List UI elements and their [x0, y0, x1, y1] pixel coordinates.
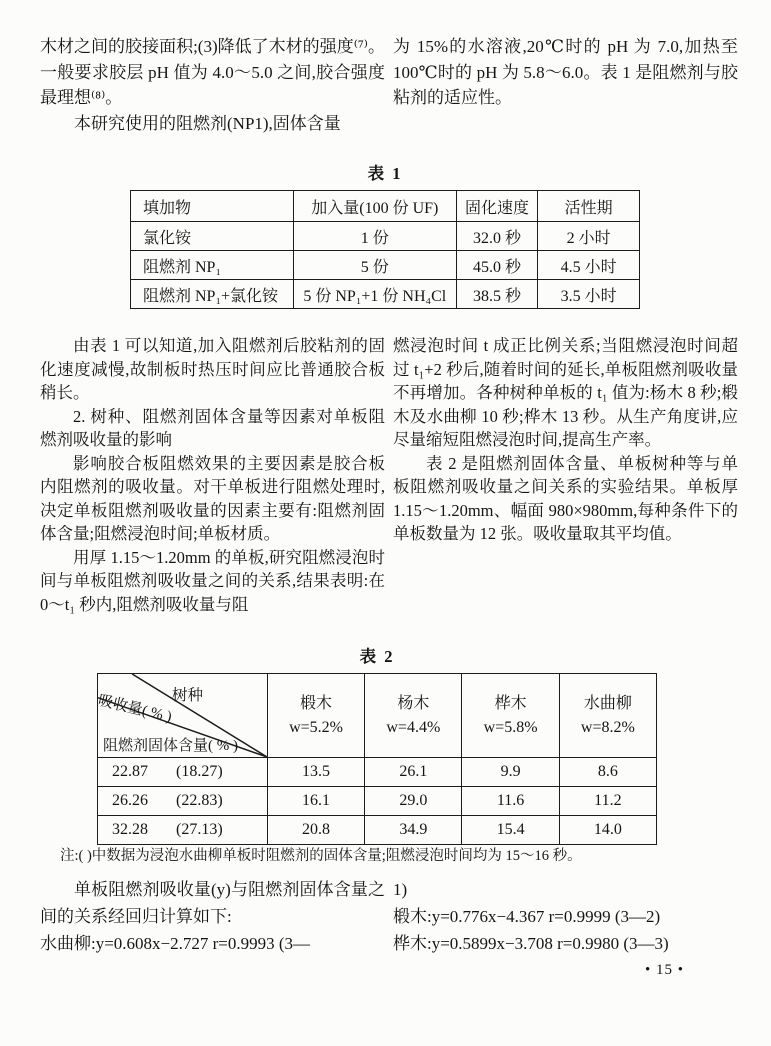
- top-right-column: [393, 34, 738, 136]
- table-cell: 34.9: [365, 816, 462, 845]
- corner-label-absorption: 吸收量( % ): [96, 692, 174, 726]
- table-cell: 阻燃剂 NP₁+氯化铵: [131, 280, 294, 309]
- paragraph-table2-intro: 表 2 是阻燃剂固体含量、单板树种等与单板阻燃剂吸收量之间关系的实验结果。单板厚 1.15～1.20mm、幅面 980×980mm,每种条件下的单板数量为 12 张。吸收量取其平均值。: [393, 453, 738, 543]
- table-cell: 14.0: [559, 816, 656, 845]
- corner-label-solid-content: 阻燃剂固体含量( % ): [103, 738, 238, 754]
- table-2-header-poplar: [365, 674, 462, 758]
- table-cell: 26.1: [365, 758, 462, 787]
- bottom-right-column: [393, 876, 738, 957]
- section-heading-2: 2. 树种、阻燃剂固体含量等因素对单板阻燃剂吸收量的影响: [40, 406, 385, 449]
- table-cell: 32.0 秒: [456, 222, 537, 251]
- equation-ash-continuation: 1): [393, 880, 408, 899]
- table-row: [98, 816, 657, 845]
- table-cell: 阻燃剂 NP₁: [131, 251, 294, 280]
- table-row: [131, 280, 640, 309]
- solid-content-paren: (27.13): [176, 821, 223, 838]
- species-moisture: w=8.2%: [580, 718, 635, 736]
- table-1-header-pot-life: 活性期: [538, 191, 640, 222]
- table-cell: 3.5 小时: [538, 280, 640, 309]
- table-1-header-row: [131, 191, 640, 222]
- top-left-column: [40, 34, 385, 136]
- solid-content-cell: [98, 816, 268, 845]
- paragraph-adhesion: 木材之间的胶接面积;(3)降低了木材的强度⁽⁷⁾。一般要求胶层 pH 值为 4.0～5.0 之间,胶合强度最理想⁽⁸⁾。: [40, 37, 385, 107]
- table-row: [131, 222, 640, 251]
- top-text-section: [40, 34, 738, 136]
- middle-text-section: [40, 334, 738, 616]
- table-1-title: 表 1: [367, 164, 403, 183]
- solid-content-paren: (18.27): [176, 763, 223, 780]
- table-2-header-basswood: [267, 674, 364, 758]
- solid-content-value: 26.26: [112, 792, 148, 809]
- table-cell: 38.5 秒: [456, 280, 537, 309]
- paragraph-soak-time-study: 用厚 1.15～1.20mm 的单板,研究阻燃浸泡时间与单板阻燃剂吸收量之间的关系,结果表明:在 0～t₁ 秒内,阻燃剂吸收量与阻: [40, 547, 385, 614]
- table-1: [130, 190, 640, 309]
- species-name: 杨木: [397, 694, 430, 712]
- species-name: 桦木: [494, 694, 527, 712]
- table-row: [131, 251, 640, 280]
- middle-left-column: [40, 334, 385, 616]
- table-cell: 5 份: [293, 251, 456, 280]
- bottom-text-section: [40, 876, 738, 957]
- species-moisture: w=5.8%: [483, 718, 538, 736]
- table-cell: 13.5: [267, 758, 364, 787]
- table-cell: 16.1: [267, 787, 364, 816]
- table-2-footnote: 注:( )中数据为浸泡水曲柳单板时阻燃剂的固体含量;阻燃浸泡时间均为 15～16 秒。: [60, 848, 582, 864]
- table-1-header-amount: 加入量(100 份 UF): [293, 191, 456, 222]
- table-cell: 9.9: [462, 758, 559, 787]
- table-cell: 1 份: [293, 222, 456, 251]
- solid-content-cell: [98, 787, 268, 816]
- species-name: 椴木: [300, 694, 333, 712]
- solid-content-value: 22.87: [112, 763, 148, 780]
- species-moisture: w=5.2%: [289, 718, 343, 736]
- solid-content-value: 32.28: [112, 821, 148, 838]
- solid-content-cell: [98, 758, 268, 787]
- table-2-header-ash: [559, 674, 656, 758]
- species-name: 水曲柳: [583, 694, 632, 712]
- table-cell: 5 份 NP₁+1 份 NH₄Cl: [293, 280, 456, 309]
- paragraph-soak-time-results: 燃浸泡时间 t 成正比例关系;当阻燃浸泡时间超过 t₁+2 秒后,随着时间的延长,单板阻燃剂吸收量不再增加。各种树种单板的 t₁ 值为:杨木 8 秒;椴木及水曲柳 10 秒;桦木 13 秒。从生产角度讲,应尽量缩短阻燃浸泡时间,提高生产率。: [393, 336, 738, 449]
- equation-birch: 桦木:y=0.5899x−3.708 r=0.9980 (3—3): [393, 934, 669, 953]
- table-cell: 11.2: [559, 787, 656, 816]
- table-2: [97, 673, 657, 845]
- solid-content-paren: (22.83): [176, 792, 223, 809]
- corner-label-species: 树种: [172, 687, 204, 704]
- table-2-block: [97, 643, 657, 845]
- table-1-block: [130, 160, 640, 309]
- table-2-header-birch: [462, 674, 559, 758]
- table-cell: 15.4: [462, 816, 559, 845]
- table-2-title: 表 2: [359, 647, 395, 666]
- table-cell: 11.6: [462, 787, 559, 816]
- equation-basswood: 椴木:y=0.776x−4.367 r=0.9999 (3—2): [393, 907, 661, 926]
- paragraph-np1-intro: 本研究使用的阻燃剂(NP1),固体含量: [74, 113, 341, 133]
- table-cell: 2 小时: [538, 222, 640, 251]
- table-2-header-row: [98, 674, 657, 758]
- page-number: • 15 •: [645, 962, 685, 978]
- table-cell: 20.8: [267, 816, 364, 845]
- table-row: [98, 758, 657, 787]
- table-cell: 29.0: [365, 787, 462, 816]
- table-cell: 8.6: [559, 758, 656, 787]
- paragraph-regression-intro: 单板阻燃剂吸收量(y)与阻燃剂固体含量之间的关系经回归计算如下:: [40, 880, 385, 926]
- middle-right-column: [393, 334, 738, 616]
- paragraph-absorption-factors: 影响胶合板阻燃效果的主要因素是胶合板内阻燃剂的吸收量。对干单板进行阻燃处理时,决定单板阻燃剂吸收量的因素主要有:阻燃剂固体含量;阻燃浸泡时间;单板材质。: [40, 453, 385, 543]
- paragraph-ph-solution: 为 15%的水溶液,20℃时的 pH 为 7.0,加热至 100℃时的 pH 为 5.8～6.0。表 1 是阻燃剂与胶粘剂的适应性。: [393, 37, 738, 107]
- table-1-header-additive: 填加物: [131, 191, 294, 222]
- table-row: [98, 787, 657, 816]
- equation-ash: 水曲柳:y=0.608x−2.727 r=0.9993 (3—: [40, 934, 311, 953]
- bottom-left-column: [40, 876, 385, 957]
- table-2-corner-cell: [98, 674, 268, 758]
- table-cell: 氯化铵: [131, 222, 294, 251]
- species-moisture: w=4.4%: [386, 718, 441, 736]
- table-cell: 4.5 小时: [538, 251, 640, 280]
- paragraph-table1-discussion: 由表 1 可以知道,加入阻燃剂后胶粘剂的固化速度减慢,故制板时热压时间应比普通胶合板稍长。: [40, 336, 385, 402]
- table-1-header-cure-speed: 固化速度: [456, 191, 537, 222]
- table-cell: 45.0 秒: [456, 251, 537, 280]
